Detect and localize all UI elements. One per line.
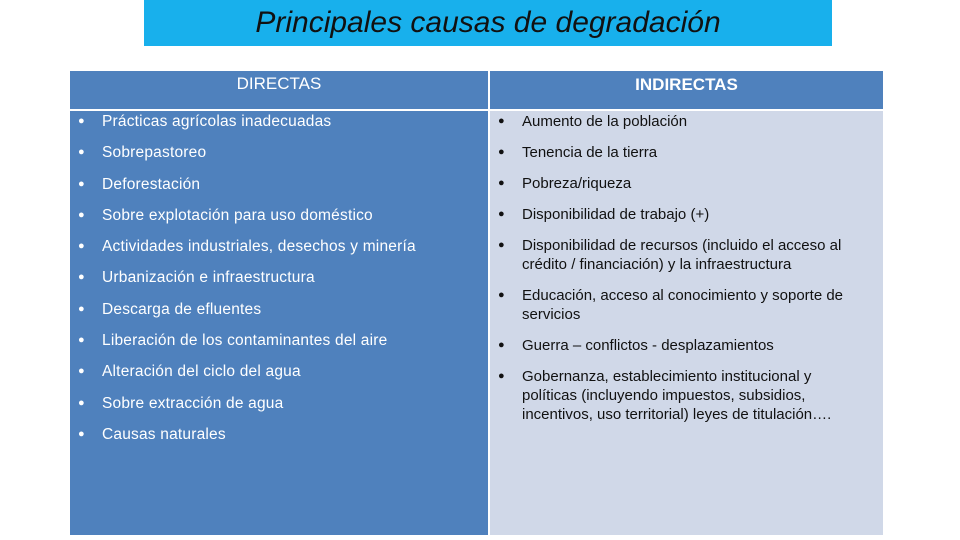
bullet-icon: ● bbox=[498, 339, 505, 351]
bullet-icon: ● bbox=[78, 396, 85, 409]
bullet-icon: ● bbox=[498, 289, 505, 301]
header-directas bbox=[70, 71, 488, 109]
bullet-icon: ● bbox=[78, 115, 85, 127]
list-item: ● Descarga de efluentes bbox=[78, 300, 262, 318]
bullet-icon: ● bbox=[498, 146, 505, 158]
list-item: ● Educación, acceso al conocimiento y soporte de servicios bbox=[498, 287, 844, 323]
list-item: ● Disponibilidad de recursos (incluido el acceso al crédito / financiación) y la infraestructura bbox=[498, 237, 842, 273]
list-item: ● Pobreza/riqueza bbox=[498, 175, 632, 192]
list-item: ● Sobrepastoreo bbox=[78, 144, 207, 162]
bullet-icon: ● bbox=[78, 177, 85, 190]
indirectas-column bbox=[490, 111, 883, 535]
directas-column bbox=[70, 111, 488, 535]
list-item: ● Liberación de los contaminantes del aire bbox=[78, 332, 388, 350]
bullet-icon: ● bbox=[78, 208, 85, 221]
list-item: ● Urbanización e infraestructura bbox=[78, 269, 315, 287]
header-indirectas bbox=[490, 71, 883, 109]
list-item: ● Deforestación bbox=[78, 175, 201, 193]
list-item: ● Alteración del ciclo del agua bbox=[78, 363, 301, 381]
list-item: ● Sobre extracción de agua bbox=[78, 394, 284, 412]
list-item: ● Actividades industriales, desechos y minería bbox=[78, 238, 416, 256]
bullet-icon: ● bbox=[498, 208, 505, 220]
causes-table bbox=[70, 71, 883, 535]
list-item: ● Disponibilidad de trabajo (+) bbox=[498, 206, 710, 223]
bullet-icon: ● bbox=[498, 239, 505, 251]
list-item: ● Causas naturales bbox=[78, 425, 226, 443]
list-item: ● Guerra – conflictos - desplazamientos bbox=[498, 337, 774, 354]
header-indirectas-label: INDIRECTAS bbox=[635, 75, 738, 94]
bullet-icon: ● bbox=[498, 115, 505, 127]
indirectas-list bbox=[490, 111, 883, 424]
title-banner bbox=[144, 0, 832, 46]
list-item: ● Aumento de la población bbox=[498, 113, 688, 130]
header-directas-label: DIRECTAS bbox=[236, 74, 322, 93]
list-item: ● Prácticas agrícolas inadecuadas bbox=[78, 113, 332, 130]
page-title: Principales causas de degradación bbox=[255, 6, 721, 39]
bullet-icon: ● bbox=[78, 334, 85, 347]
bullet-icon: ● bbox=[498, 177, 505, 189]
bullet-icon: ● bbox=[78, 240, 85, 253]
list-item: ● Sobre explotación para uso doméstico bbox=[78, 206, 373, 224]
bullet-icon: ● bbox=[78, 427, 85, 440]
directas-list bbox=[70, 111, 488, 456]
bullet-icon: ● bbox=[78, 146, 85, 159]
list-item: ● Tenencia de la tierra bbox=[498, 144, 658, 161]
bullet-icon: ● bbox=[78, 271, 85, 284]
list-item: ● Gobernanza, establecimiento institucional y políticas (incluyendo impuestos, subsidios, incentivos, uso territorial) leyes de titulación…. bbox=[498, 368, 832, 423]
bullet-icon: ● bbox=[498, 370, 505, 382]
bullet-icon: ● bbox=[78, 302, 85, 315]
bullet-icon: ● bbox=[78, 365, 85, 378]
